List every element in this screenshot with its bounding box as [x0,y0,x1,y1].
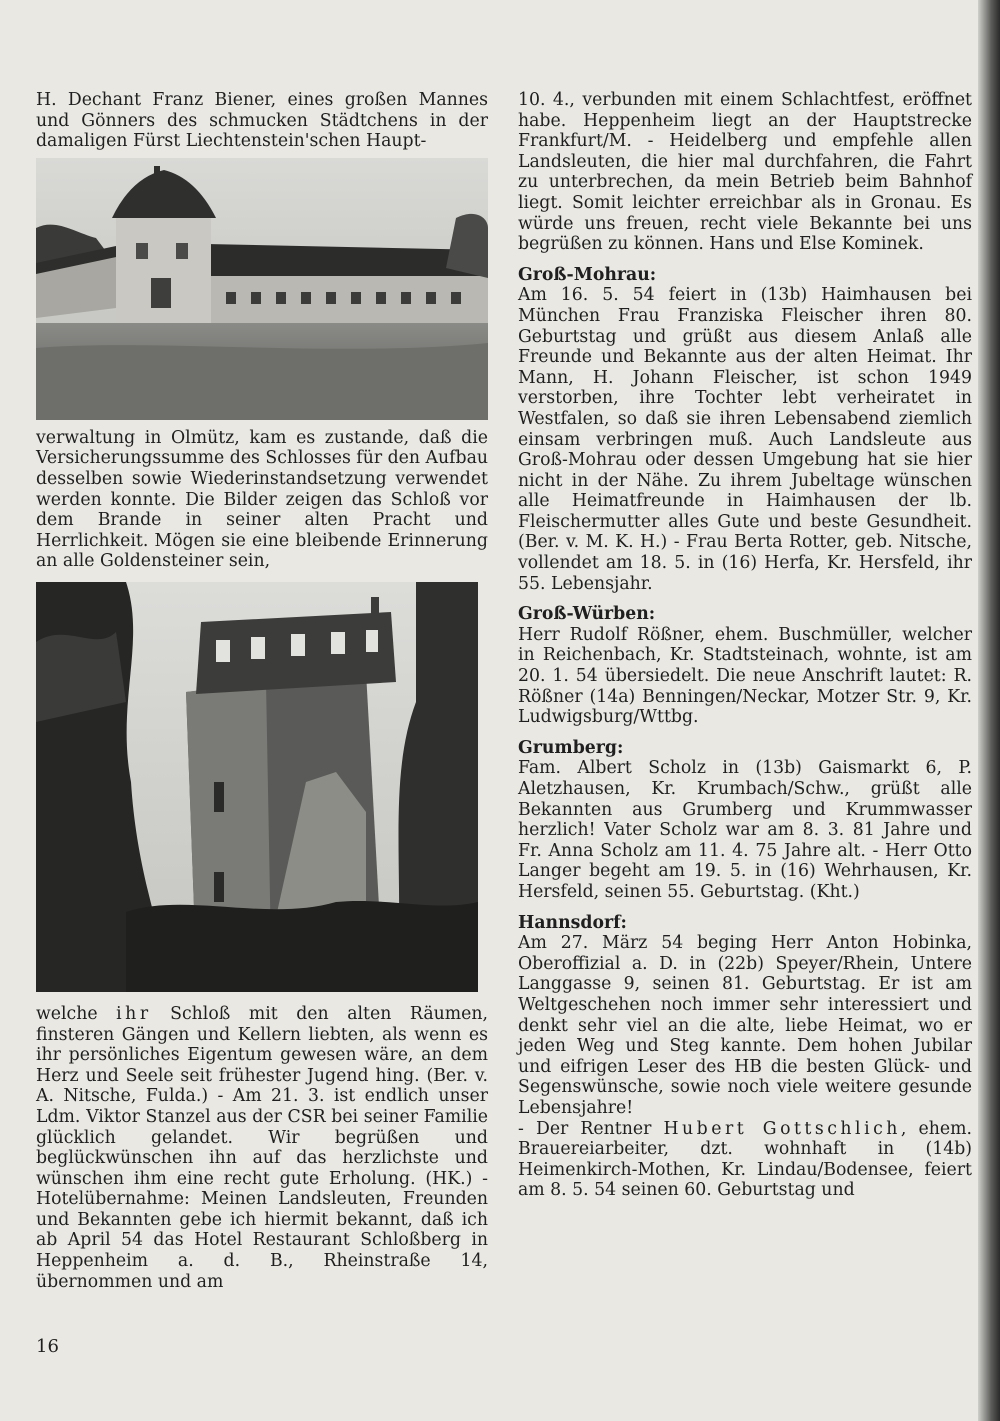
castle-overview-illustration [36,158,488,420]
section-heading: Grumberg: [518,737,624,758]
text-segment: Schloß mit den alten Räumen, finsteren Gängen und Kellern liebten, als wenn es ihr persönliches Eigentum gewesen wäre, an dem Herz und Seele seit frühester Jugend hing. (Ber. v. A. Nitsche, Fulda.) - Am 21. 3. ist endlich unser Ldm. Viktor Stanzel aus der CSR bei seiner Familie glücklich gelandet. Wir begrüßen und beglückwünschen ihn auf das herzlichste und wünschen ihm eine recht gute Erholung. (HK.) - Hotelübernahme: Meinen Landsleuten, Freunden und Bekannten gebe ich hiermit bekannt, daß ich ab April 54 das Hotel Restaurant Schloßberg in Heppenheim a. d. B., Rheinstraße 14, übernommen und am [36,1003,489,1292]
page-edge-shadow [978,0,1000,1421]
text-segment: welche [36,1003,117,1024]
intro-section [518,90,972,255]
section-heading: Groß-Würben: [518,604,656,625]
section-text: Am 27. März 54 beging Herr Anton Hobinka, Oberoffizial a. D. in (22b) Speyer/Rhein, Untere Langgasse 9, seinen 81. Geburtstag. Er ist am Weltgeschehen noch immer sehr interessiert und denkt sehr viel an die alte, liebe Heimat, wo er jeden Weg und Steg kannte. Dem hohen Jubilar und eifrigen Leser des HB die besten Glück- und Segenswünsche, sowie noch viele weitere gesunde Lebensjahre! [518,933,972,1118]
left-paragraph-2: verwaltung in Olmütz, kam es zustande, daß die Versicherungssumme des Schlosses für den Aufbau desselben sowie Wiederinstandsetzung verwendet werden konnte. Die Bilder zeigen das Schloß vor dem Brande in seiner alten Pracht und Herrlichkeit. Mögen sie eine bleibende Erinnerung an alle Goldensteiner sein, [36,427,489,572]
section-text: Am 16. 5. 54 feiert in (13b) Haimhausen bei München Frau Franziska Fleischer ihren 80. Geburtstag und grüßt aus diesem Anlaß alle Freunde und Bekannte aus der alten Heimat. Ihr Mann, H. Johann Fleischer, ist schon 1949 verstorben, ihre Tochter lebt verheiratet in Westfalen, so daß sie ihren Lebensabend ziemlich einsam verbringen muß. Auch Landsleute aus Groß-Mohrau oder dessen Umgebung hat sie hier nicht in der Nähe. Zu ihrem Jubeltage wünschen alle Heimatfreunde in Haimhausen der lb. Fleischermutter alles Gute und beste Gesundheit. (Ber. v. M. K. H.) - Frau Berta Rotter, geb. Nitsche, vollendet am 18. 5. in (16) Herfa, Kr. Hersfeld, ihr 55. Lebensjahr. [518,285,972,594]
castle-tower-illustration [36,582,478,992]
emphasized-name: Hubert Gottschlich [663,1118,901,1139]
emphasized-word: ihr [116,1003,152,1024]
left-paragraph-3 [36,1004,488,1292]
section-hannsdorf [518,913,972,1201]
section-gross-wuerben [518,604,972,728]
left-paragraph-1: H. Dechant Franz Biener, eines großen Mannes und Gönners des schmucken Städtchens in der damaligen Fürst Liechtenstein'schen Haupt- [36,90,488,152]
section-grumberg [518,738,972,903]
section-text-continued [518,1119,972,1201]
castle-overview-photo [36,158,488,420]
right-column [518,90,972,1201]
section-heading: Groß-Mohrau: [518,264,657,285]
castle-tower-photo [36,582,478,992]
section-text: Herr Rudolf Rößner, ehem. Buschmüller, welcher in Reichenbach, Kr. Stadtsteinach, wohnte, ist am 20. 1. 54 übersiedelt. Die neue Anschrift lautet: R. Rößner (14a) Benningen/Neckar, Motzer Str. 9, Kr. Ludwigsburg/Wttbg. [518,624,972,728]
section-heading: Hannsdorf: [518,912,627,933]
text-segment: - Der Rentner [518,1118,664,1139]
section-text: Fam. Albert Scholz in (13b) Gaismarkt 6, P. Aletzhausen, Kr. Krumbach/Schw., grüßt alle Bekannten aus Grumberg und Krummwasser herzlich! Vater Scholz war am 8. 3. 81 Jahre und Fr. Anna Scholz am 11. 4. 75 Jahre alt. - Herr Otto Langer begeht am 19. 5. in (16) Wehrhausen, Kr. Hersfeld, seinen 55. Geburtstag. (Kht.) [518,758,972,902]
text-segment: , ehem. Brauereiarbeiter, dzt. wohnhaft in (14b) Heimenkirch-Mothen, Kr. Lindau/Bodensee, feiert am 8. 5. 54 seinen 60. Geburtstag und [518,1118,972,1201]
left-column [36,90,488,1292]
section-gross-mohrau [518,265,972,595]
page-number: 16 [36,1336,59,1357]
intro-paragraph: 10. 4., verbunden mit einem Schlachtfest, eröffnet habe. Heppenheim liegt an der Hauptstrecke Frankfurt/M. - Heidelberg und empfehle allen Landsleuten, die hier mal durchfahren, die Fahrt zu unterbrechen, da mein Betrieb beim Bahnhof liegt. Somit leichter erreichbar als in Gronau. Es würde uns freuen, recht viele Bekannte bei uns begrüßen zu können. Hans und Else Kominek. [518,90,972,255]
